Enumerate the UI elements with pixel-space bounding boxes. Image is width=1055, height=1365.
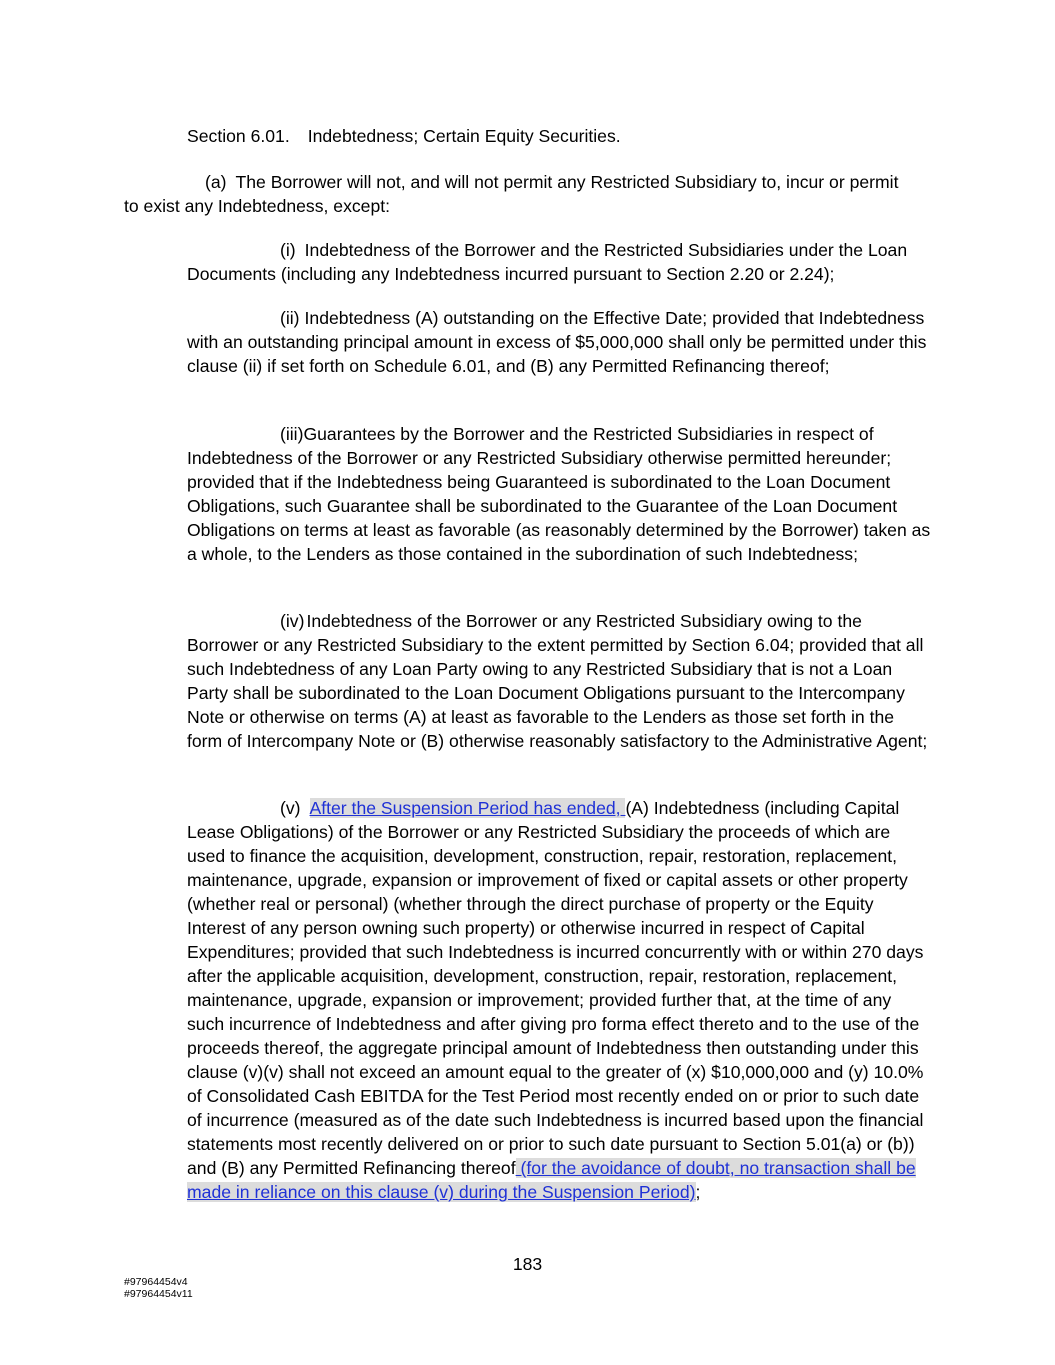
doc-id: #97964454v11	[124, 1288, 193, 1300]
clause-label: (iv)	[280, 611, 305, 631]
clause-label: (a)	[205, 172, 227, 192]
section-title: Indebtedness; Certain Equity Securities.	[307, 126, 621, 146]
clause-iv	[187, 609, 932, 753]
clause-i	[187, 238, 932, 286]
clause-iii	[187, 422, 932, 566]
clause-text: Indebtedness (A) outstanding on the Effective Date; provided that Indebtedness with an outstanding principal amount in excess of $5,000,000 shall only be permitted under this clause (ii) if set forth on Schedule 6.01, and (B) any Permitted Refinancing thereof;	[187, 308, 927, 376]
clause-v	[187, 796, 932, 1204]
clause-label: (ii)	[280, 308, 300, 328]
document-ids	[124, 1276, 193, 1300]
section-number: Section 6.01.	[187, 126, 290, 146]
section-heading	[187, 124, 621, 148]
clause-text: Indebtedness of the Borrower or any Restricted Subsidiary owing to the Borrower or any Restricted Subsidiary to the extent permitted by Section 6.04; provided that all such Indebtedness of any Loan Party owing to any Restricted Subsidiary that is not a Loan Party shall be subordinated to the Loan Document Obligations pursuant to the Intercompany Note or otherwise on terms (A) at least as favorable to the Lenders as those set forth in the form of Intercompany Note or (B) otherwise reasonably satisfactory to the Administrative Agent;	[187, 611, 928, 751]
clause-label: (v)	[280, 798, 301, 818]
clause-label: (iii)	[280, 424, 304, 444]
clause-end-punct: ;	[695, 1182, 701, 1202]
clause-text: Indebtedness of the Borrower and the Restricted Subsidiaries under the Loan Documents (including any Indebtedness incurred pursuant to Section 2.20 or 2.24);	[187, 240, 908, 284]
tracked-insertion-end[interactable]: (for the avoidance of doubt, no transaction shall be made in reliance on this clause (v) during the Suspension Period)	[187, 1158, 916, 1202]
clause-a	[124, 170, 914, 218]
clause-text: The Borrower will not, and will not permit any Restricted Subsidiary to, incur or permit to exist any Indebtedness, except:	[124, 172, 899, 216]
clause-ii	[187, 306, 927, 378]
page-number: 183	[512, 1254, 543, 1274]
clause-label: (i)	[280, 240, 296, 260]
clause-text: (A) Indebtedness (including Capital Lease Obligations) of the Borrower or any Restricted Subsidiary the proceeds of which are used to finance the acquisition, development, construction, repair, restoration, replacement, maintenance, upgrade, expansion or improvement of fixed or capital assets or other property (whether real or personal) (whether through the direct purchase of property or the Equity Interest of any person owning such property) or otherwise incurred in respect of Capital Expenditures; provided that such Indebtedness is incurred concurrently with or within 270 days after the applicable acquisition, development, construction, repair, restoration, replacement, maintenance, upgrade, expansion or improvement; provided further that, at the time of any such incurrence of Indebtedness and after giving pro forma effect thereto and to the use of the proceeds thereof, the aggregate principal amount of Indebtedness then outstanding under this clause (v)(v) shall not exceed an amount equal to the greater of (x) $10,000,000 and (y) 10.0% of Consolidated Cash EBITDA for the Test Period most recently ended on or prior to such date of incurrence (measured as of the date such Indebtedness is incurred based upon the financial statements most recently delivered on or prior to such date pursuant to Section 5.01(a) or (b)) and (B) any Permitted Refinancing thereof	[187, 798, 924, 1178]
clause-text: Guarantees by the Borrower and the Restricted Subsidiaries in respect of Indebtedness of the Borrower or any Restricted Subsidiary otherwise permitted hereunder; provided that if the Indebtedness being Guaranteed is subordinated to the Loan Document Obligations, such Guarantee shall be subordinated to the Guarantee of the Loan Document Obligations on terms at least as favorable (as reasonably determined by the Borrower) taken as a whole, to the Lenders as those contained in the subordination of such Indebtedness;	[187, 424, 931, 564]
tracked-insertion-start[interactable]: After the Suspension Period has ended,	[309, 798, 626, 818]
doc-id: #97964454v4	[124, 1276, 188, 1288]
